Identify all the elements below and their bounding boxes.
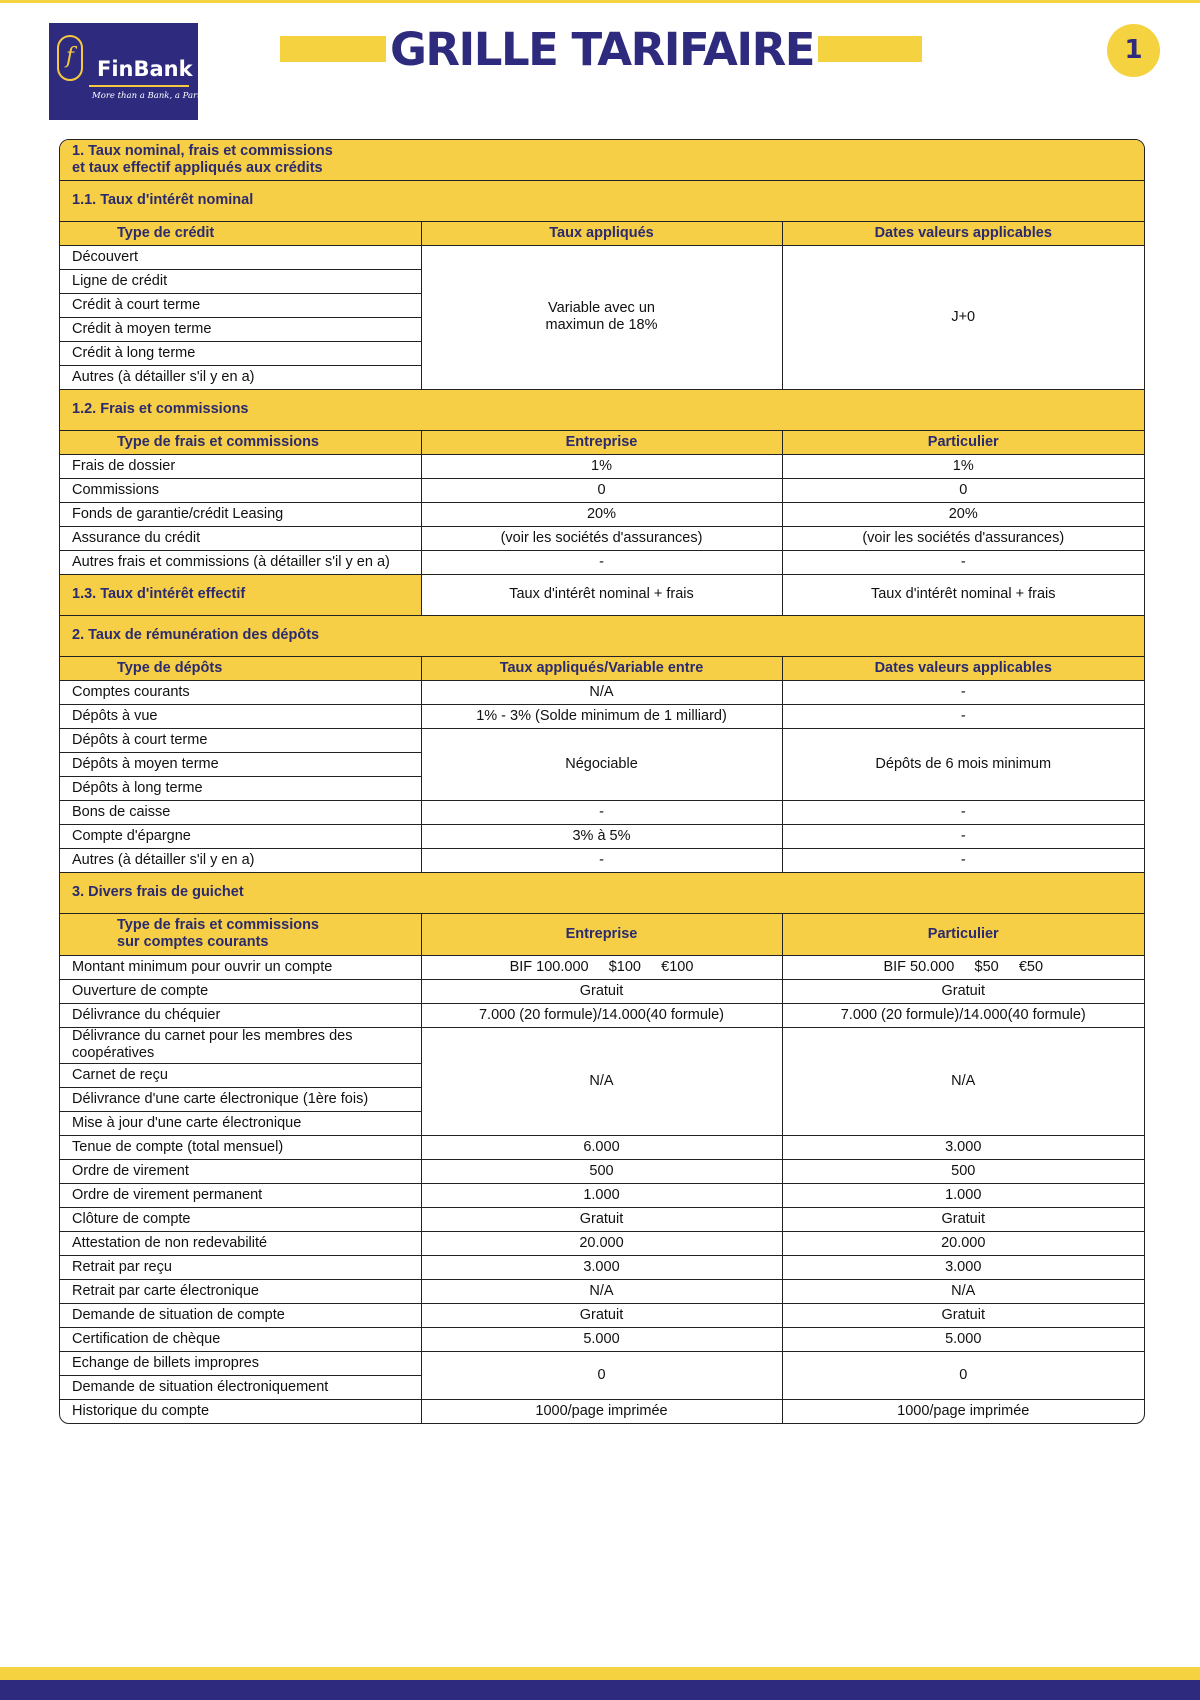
individual-value: Gratuit	[782, 1207, 1144, 1231]
row-label: Attestation de non redevabilité	[60, 1231, 421, 1255]
row-label: Tenue de compte (total mensuel)	[60, 1135, 421, 1159]
enterprise-value: 1.000	[421, 1183, 782, 1207]
row-label: Assurance du crédit	[60, 526, 421, 550]
logo-rule	[89, 85, 189, 87]
section-row	[60, 872, 1144, 913]
section-title: 3. Divers frais de guichet	[60, 872, 1144, 913]
enterprise-value: 1000/page imprimée	[421, 1399, 782, 1423]
row-label: Découvert	[60, 245, 421, 269]
column-header: Type de frais et commissions	[60, 430, 421, 454]
column-header: Type de crédit	[60, 221, 421, 245]
table-row	[60, 1279, 1144, 1303]
row-label: Ligne de crédit	[60, 269, 421, 293]
rate-value: -	[421, 800, 782, 824]
table-header-row	[60, 221, 1144, 245]
row-label: Crédit à moyen terme	[60, 317, 421, 341]
enterprise-value: N/A	[421, 1027, 782, 1135]
column-header: Particulier	[782, 913, 1144, 955]
individual-value: 7.000 (20 formule)/14.000(40 formule)	[782, 1003, 1144, 1027]
individual-value: 1.000	[782, 1183, 1144, 1207]
value-date: -	[782, 704, 1144, 728]
row-label: Dépôts à court terme	[60, 728, 421, 752]
section-title: 2. Taux de rémunération des dépôts	[60, 615, 1144, 656]
individual-value: BIF 50.000 $50 €50	[782, 955, 1144, 979]
value-date: -	[782, 848, 1144, 872]
table-header-row	[60, 656, 1144, 680]
footer-navy-band	[0, 1680, 1200, 1700]
logo-name: FinBank	[97, 57, 193, 81]
row-label: Comptes courants	[60, 680, 421, 704]
table-header-row	[60, 913, 1144, 955]
row-label: Dépôts à moyen terme	[60, 752, 421, 776]
column-header: Taux appliqués	[421, 221, 782, 245]
row-label: Délivrance du chéquier	[60, 1003, 421, 1027]
tariff-table	[59, 139, 1145, 1424]
table-row	[60, 1183, 1144, 1207]
individual-value: 5.000	[782, 1327, 1144, 1351]
row-label: Ordre de virement	[60, 1159, 421, 1183]
column-header: Particulier	[782, 430, 1144, 454]
column-header: Dates valeurs applicables	[782, 221, 1144, 245]
table-row	[60, 1207, 1144, 1231]
enterprise-value: 20%	[421, 502, 782, 526]
row-label: Ouverture de compte	[60, 979, 421, 1003]
individual-value: N/A	[782, 1027, 1144, 1135]
individual-value: Gratuit	[782, 1303, 1144, 1327]
title-bar-left	[280, 36, 386, 62]
table-row	[60, 824, 1144, 848]
table-row	[60, 245, 1144, 269]
column-header-line: Type de frais et commissions	[117, 917, 319, 933]
column-header: Dates valeurs applicables	[782, 656, 1144, 680]
value-date: -	[782, 824, 1144, 848]
enterprise-value: 7.000 (20 formule)/14.000(40 formule)	[421, 1003, 782, 1027]
table-row	[60, 454, 1144, 478]
enterprise-value: Gratuit	[421, 979, 782, 1003]
table-row	[60, 979, 1144, 1003]
enterprise-value: 0	[421, 478, 782, 502]
row-label: Dépôts à vue	[60, 704, 421, 728]
page-number-badge: 1	[1107, 24, 1160, 77]
column-header-line: sur comptes courants	[117, 934, 269, 950]
table-row	[60, 955, 1144, 979]
rate-value: 3% à 5%	[421, 824, 782, 848]
enterprise-value: Gratuit	[421, 1207, 782, 1231]
individual-value: 1%	[782, 454, 1144, 478]
row-label: Montant minimum pour ouvrir un compte	[60, 955, 421, 979]
table-row	[60, 526, 1144, 550]
row-label: Ordre de virement permanent	[60, 1183, 421, 1207]
rate-line: maximun de 18%	[545, 317, 658, 333]
enterprise-value: Taux d'intérêt nominal + frais	[421, 574, 782, 615]
section-title: 1.3. Taux d'intérêt effectif	[60, 574, 421, 615]
section-title: 1.2. Frais et commissions	[60, 389, 1144, 430]
rate-value: Négociable	[421, 728, 782, 800]
row-label: Frais de dossier	[60, 454, 421, 478]
table-header-row	[60, 430, 1144, 454]
section-title-line: et taux effectif appliqués aux crédits	[72, 159, 323, 176]
section-title	[60, 140, 1144, 180]
row-label: Demande de situation de compte	[60, 1303, 421, 1327]
enterprise-value: 0	[421, 1351, 782, 1399]
section-row	[60, 180, 1144, 221]
page-title: GRILLE TARIFAIRE	[389, 23, 815, 76]
column-header: Entreprise	[421, 913, 782, 955]
individual-value: 500	[782, 1159, 1144, 1183]
table-row	[60, 1135, 1144, 1159]
value-date: -	[782, 800, 1144, 824]
individual-value: 20%	[782, 502, 1144, 526]
value-date-cell: J+0	[782, 245, 1144, 389]
row-label: Certification de chèque	[60, 1327, 421, 1351]
individual-value: 3.000	[782, 1135, 1144, 1159]
table-row	[60, 1399, 1144, 1423]
enterprise-value: -	[421, 550, 782, 574]
row-label: Fonds de garantie/crédit Leasing	[60, 502, 421, 526]
row-label: Retrait par reçu	[60, 1255, 421, 1279]
section-title-line: 1. Taux nominal, frais et commissions	[72, 142, 333, 159]
title-bar-right	[818, 36, 922, 62]
table-row	[60, 1231, 1144, 1255]
table-row	[60, 1255, 1144, 1279]
individual-value: -	[782, 550, 1144, 574]
column-header: Type de dépôts	[60, 656, 421, 680]
value-date: -	[782, 680, 1144, 704]
row-label: Historique du compte	[60, 1399, 421, 1423]
enterprise-value: BIF 100.000 $100 €100	[421, 955, 782, 979]
row-label: Délivrance du carnet pour les membres des coopératives	[60, 1027, 421, 1063]
enterprise-value: Gratuit	[421, 1303, 782, 1327]
row-label: Dépôts à long terme	[60, 776, 421, 800]
section-row	[60, 140, 1144, 180]
individual-value: 3.000	[782, 1255, 1144, 1279]
value-date: Dépôts de 6 mois minimum	[782, 728, 1144, 800]
section-row	[60, 615, 1144, 656]
individual-value: 0	[782, 1351, 1144, 1399]
individual-value: 20.000	[782, 1231, 1144, 1255]
rate-value: N/A	[421, 680, 782, 704]
row-label: Délivrance d'une carte électronique (1ère fois)	[60, 1087, 421, 1111]
row-label: Retrait par carte électronique	[60, 1279, 421, 1303]
table-row	[60, 1027, 1144, 1063]
enterprise-value: 1%	[421, 454, 782, 478]
footer-gold-band	[0, 1667, 1200, 1680]
table-row	[60, 1351, 1144, 1375]
row-label: Autres (à détailler s'il y en a)	[60, 848, 421, 872]
table-row	[60, 704, 1144, 728]
individual-value: N/A	[782, 1279, 1144, 1303]
column-header: Entreprise	[421, 430, 782, 454]
row-label: Mise à jour d'une carte électronique	[60, 1111, 421, 1135]
enterprise-value: 20.000	[421, 1231, 782, 1255]
table-row	[60, 550, 1144, 574]
row-label: Echange de billets impropres	[60, 1351, 421, 1375]
column-header: Taux appliqués/Variable entre	[421, 656, 782, 680]
section-row	[60, 389, 1144, 430]
row-label: Crédit à long terme	[60, 341, 421, 365]
individual-value: Gratuit	[782, 979, 1144, 1003]
individual-value: Taux d'intérêt nominal + frais	[782, 574, 1144, 615]
row-label: Bons de caisse	[60, 800, 421, 824]
row-label: Clôture de compte	[60, 1207, 421, 1231]
individual-value: (voir les sociétés d'assurances)	[782, 526, 1144, 550]
row-label: Carnet de reçu	[60, 1063, 421, 1087]
table-row	[60, 800, 1144, 824]
top-accent-line	[0, 0, 1200, 3]
rate-value: -	[421, 848, 782, 872]
table-row	[60, 502, 1144, 526]
effective-rate-row	[60, 574, 1144, 615]
individual-value: 0	[782, 478, 1144, 502]
row-label: Compte d'épargne	[60, 824, 421, 848]
enterprise-value: 500	[421, 1159, 782, 1183]
enterprise-value: 5.000	[421, 1327, 782, 1351]
row-label: Autres (à détailler s'il y en a)	[60, 365, 421, 389]
finbank-emblem-icon: f	[57, 35, 83, 81]
column-header	[60, 913, 421, 955]
table-row	[60, 1159, 1144, 1183]
table-row	[60, 478, 1144, 502]
finbank-logo	[49, 23, 216, 120]
individual-value: 1000/page imprimée	[782, 1399, 1144, 1423]
rate-value: 1% - 3% (Solde minimum de 1 milliard)	[421, 704, 782, 728]
table-row	[60, 1303, 1144, 1327]
rate-cell	[421, 245, 782, 389]
table-row	[60, 1327, 1144, 1351]
row-label: Crédit à court terme	[60, 293, 421, 317]
section-title: 1.1. Taux d'intérêt nominal	[60, 180, 1144, 221]
enterprise-value: N/A	[421, 1279, 782, 1303]
row-label: Demande de situation électroniquement	[60, 1375, 421, 1399]
table-row	[60, 680, 1144, 704]
table-row	[60, 1003, 1144, 1027]
logo-tagline: More than a Bank, a Partner	[92, 91, 216, 101]
table-row	[60, 848, 1144, 872]
enterprise-value: (voir les sociétés d'assurances)	[421, 526, 782, 550]
enterprise-value: 6.000	[421, 1135, 782, 1159]
row-label: Autres frais et commissions (à détailler s'il y en a)	[60, 550, 421, 574]
table-row	[60, 728, 1144, 752]
row-label: Commissions	[60, 478, 421, 502]
enterprise-value: 3.000	[421, 1255, 782, 1279]
rate-line: Variable avec un	[548, 300, 655, 316]
